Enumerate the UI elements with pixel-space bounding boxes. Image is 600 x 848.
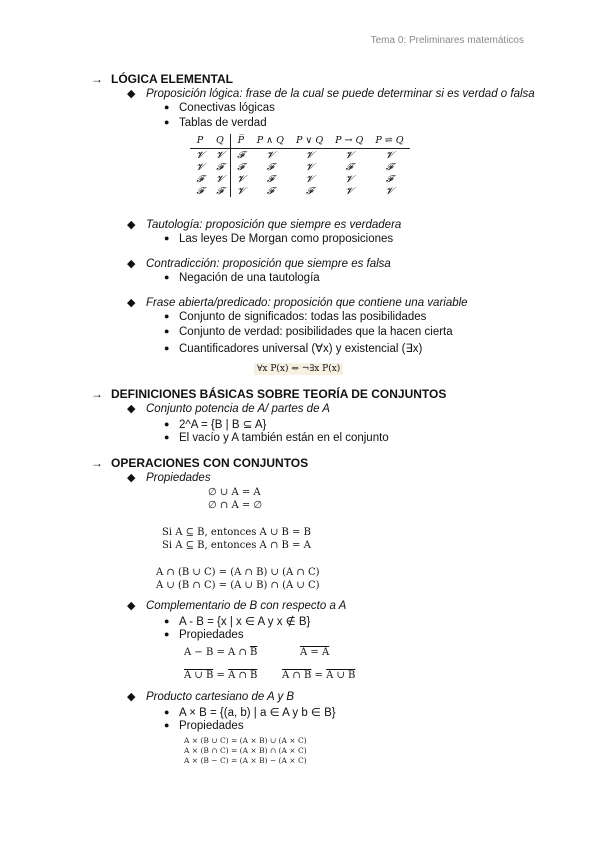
table-cell: 𝓥 [385,185,394,197]
sub-label: Las leyes De Morgan como proposiciones [179,233,394,245]
formula-distributiva-1: A ∩ (B ∪ C) = (A ∩ B) ∪ (A ∩ C) [156,567,320,578]
item-label: Tautología: proposición que siempre es verdadera [146,219,402,231]
formula-subset-interseccion: Si A ⊆ B, entonces A ∩ B = A [162,540,311,551]
table-cell: 𝓕 [266,173,274,185]
table-cell: 𝓕 [210,161,230,173]
formula-part: $\overline{B}$ [250,647,258,658]
sub-tablas [164,117,267,129]
table-cell: 𝓕 [385,161,393,173]
item-label: Frase abierta/predicado: proposición que contiene una variable [146,297,468,309]
item-label: Complementario de B con respecto a A [146,600,347,612]
arrow-icon: → [91,72,103,86]
table-cell: 𝓥 [196,161,204,173]
bullet-icon: ● [164,616,170,626]
table-cell: 𝓕 [266,161,274,173]
table-header-cell: P [190,134,210,149]
sub-label: A × B = {(a, b) | a ∈ A y b ∈ B} [179,707,336,719]
table-cell: 𝓕 [385,173,393,185]
table-cell: 𝓥 [196,149,204,161]
section-operaciones [91,456,308,470]
item-label: Proposición lógica: frase de la cual se puede determinar si es verdad o falsa [146,88,535,100]
sub-label: A - B = {x | x ∈ A y x ∉ B} [179,616,311,628]
sub-de-morgan [164,233,393,245]
formula-producto-diferencia: A × (B − C) = (A × B) − (A × C) [184,756,307,765]
table-header-cell: Q [210,134,230,149]
bullet-icon: ● [164,311,170,321]
bullet-icon: ● [164,419,170,429]
sub-label: Propiedades [179,629,244,641]
bullet-icon: ● [164,233,170,243]
sub-label: El vacío y A también están en el conjunto [179,432,389,444]
arrow-icon: → [91,387,103,401]
table-cell: 𝓥 [305,161,314,173]
diamond-icon: ◆ [127,403,136,415]
item-tautologia [127,218,401,231]
sub-label: Propiedades [179,720,244,732]
sub-vacio [164,432,389,444]
table-cell: 𝓥 [266,149,275,161]
formula-part: A − B = A ∩ [184,647,251,658]
table-cell: 𝓥 [305,173,314,185]
table-cell: 𝓥 [385,149,394,161]
formula-de-morgan-1 [184,670,257,681]
sub-label: Tablas de verdad [179,117,267,129]
bullet-icon: ● [164,117,170,127]
table-cell: 𝓕 [266,185,274,197]
formula-union-vacio: ∅ ∪ A = A [208,487,261,498]
sub-cuantificadores [164,341,422,355]
diamond-icon: ◆ [127,297,136,309]
bullet-icon: ● [164,707,170,717]
sub-label: Conectivas lógicas [179,102,275,114]
bullet-icon: ● [164,343,170,353]
table-row [190,173,410,185]
formula-de-morgan-2 [282,670,355,681]
item-label: Producto cartesiano de A y B [146,691,295,703]
bullet-icon: ● [164,720,170,730]
item-complementario [127,599,346,612]
formula-producto-interseccion: A × (B ∩ C) = (A × B) ∩ (A × C) [184,746,307,755]
sub-label: Conjunto de verdad: posibilidades que la hacen cierta [179,326,453,338]
table-cell: 𝓕 [210,185,230,197]
table-cell: 𝓕 [196,185,204,197]
truth-table [190,134,410,197]
table-header-cell: P ∧ Q [251,134,290,149]
diamond-icon: ◆ [127,219,136,231]
sub-label: Cuantificadores universal (∀x) y existencial (∃x) [179,343,423,355]
table-header-cell: P̅ [230,134,250,149]
formula-part: A ∩ B [228,670,258,681]
section-title: OPERACIONES CON CONJUNTOS [111,456,309,470]
table-cell: 𝓕 [306,185,314,197]
formula-part: A ∪ B [326,670,356,681]
section-logica [91,72,233,86]
section-title: DEFINICIONES BÁSICAS SOBRE TEORÍA DE CONJUNTOS [111,387,447,401]
table-cell: 𝓥 [345,185,354,197]
item-propiedades [127,471,211,484]
formula-interseccion-vacio: ∅ ∩ A = ∅ [208,500,263,511]
diamond-icon: ◆ [127,88,136,100]
item-label: Conjunto potencia de A/ partes de A [146,403,330,415]
table-header-cell: P → Q [329,134,369,149]
bullet-icon: ● [164,432,170,442]
sub-conectivas [164,102,275,114]
sub-label: Conjunto de significados: todas las posibilidades [179,311,427,323]
table-header-row [190,134,410,149]
sub-verdad [164,326,453,338]
bullet-icon: ● [164,102,170,112]
section-title: LÓGICA ELEMENTAL [111,72,233,86]
table-cell: 𝓥 [210,149,230,162]
table-header-cell: P ⇌ Q [369,134,409,149]
table-cell: 𝓥 [305,149,314,161]
table-cell: 𝓥 [345,173,354,185]
table-cell: 𝓕 [237,161,245,173]
sub-producto-def [164,705,336,719]
formula-distributiva-2: A ∪ (B ∩ C) = (A ∪ B) ∩ (A ∪ C) [156,580,320,591]
bullet-icon: ● [164,629,170,639]
diamond-icon: ◆ [127,472,136,484]
item-label: Propiedades [146,472,211,484]
sub-label: 2^A = {B | B ⊆ A} [179,419,267,431]
bullet-icon: ● [164,326,170,336]
sub-potencia-def [164,417,266,431]
formula-producto-union: A × (B ∪ C) = (A × B) ∪ (A × C) [184,736,307,745]
item-proposicion [127,87,535,100]
formula-diferencia [184,647,257,658]
item-frase-abierta [127,296,468,309]
table-cell: 𝓥 [210,173,230,185]
table-header-cell: P ∨ Q [290,134,329,149]
sub-complementario-propiedades [164,629,244,641]
diamond-icon: ◆ [127,600,136,612]
page-header-title: Tema 0: Preliminares matemáticos [370,35,524,46]
bullet-icon: ● [164,272,170,282]
formula-part: A ∪ B [184,670,214,681]
item-producto [127,690,294,703]
table-row [190,149,410,162]
table-cell: 𝓥 [236,173,245,185]
table-row [190,185,410,197]
arrow-icon: → [91,456,103,470]
table-cell: 𝓕 [237,149,245,161]
table-cell: 𝓕 [345,161,353,173]
item-contradiccion [127,257,391,270]
sub-negacion [164,272,320,284]
formula-doble-complemento: A = A [300,647,330,658]
sub-producto-propiedades [164,720,244,732]
table-cell: 𝓕 [196,173,204,185]
sub-label: Negación de una tautología [179,272,320,284]
table-cell: 𝓥 [236,185,245,197]
formula-part: = [311,670,327,681]
sub-significados [164,311,426,323]
item-label: Contradicción: proposición que siempre es falsa [146,258,391,270]
item-potencia [127,402,330,415]
formula-part: A ∩ B [282,670,312,681]
sub-complementario-def [164,614,310,628]
diamond-icon: ◆ [127,691,136,703]
diamond-icon: ◆ [127,258,136,270]
formula-cuantificadores [254,358,343,376]
formula-subset-union: Si A ⊆ B, entonces A ∪ B = B [162,527,311,538]
table-row [190,161,410,173]
formula-text: ∀x P(x) ⇔ ¬∃x P(x) [254,363,343,375]
table-cell: 𝓥 [345,149,354,161]
section-definiciones [91,387,446,401]
formula-part: = [213,670,229,681]
